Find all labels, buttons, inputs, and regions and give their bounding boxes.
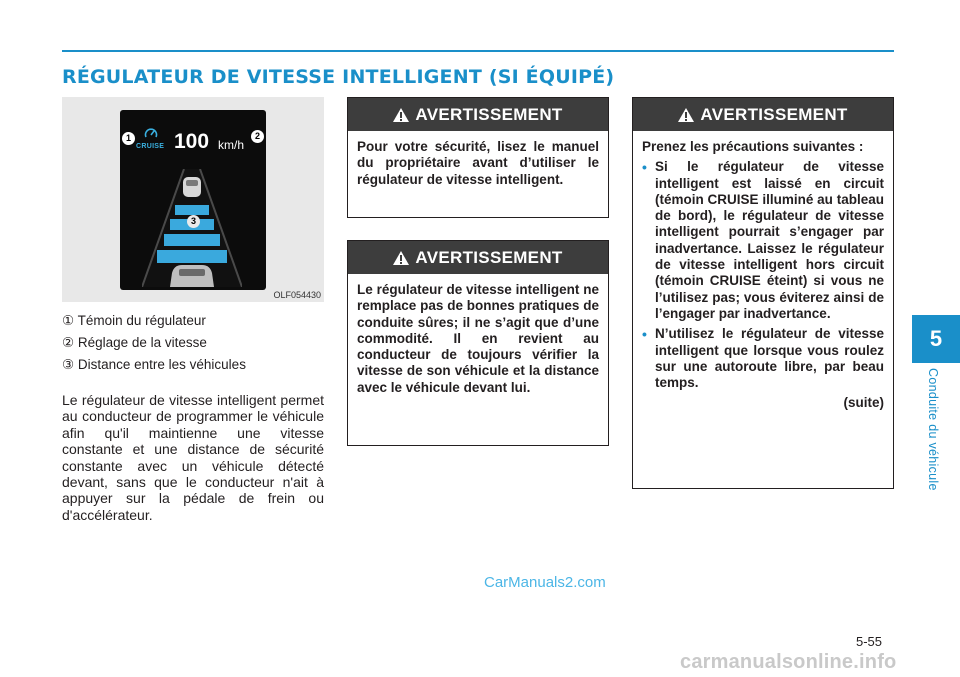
warning-bullet <box>642 159 884 322</box>
distance-bar-1 <box>175 205 209 215</box>
warning-bullet-text: N’utilisez le régulateur de vitesse intelligent que lorsque vous roulez sur une autoroute libre, par beau temps. <box>655 326 884 391</box>
distance-bar-3 <box>164 234 220 246</box>
warning-bullet-text: Si le régulateur de vitesse intelligent est laissé en circuit (témoin CRUISE illuminé au tableau de bord), le régulateur de vitesse intelligent pourrait s’engager par inadvertance. Laissez le régulateur de vitesse intelligent hors circuit (témoin CRUISE éteint) si vous ne l’utilisez pas; vous éviterez ainsi de l’engager par inadvertance. <box>655 159 884 321</box>
legend-item: ② Réglage de la vitesse <box>62 335 207 350</box>
warning-header <box>348 241 608 274</box>
callout-3: 3 <box>187 215 200 228</box>
warning-header <box>633 98 893 131</box>
warning-header-label: AVERTISSEMENT <box>415 247 563 267</box>
intro-paragraph: Le régulateur de vitesse intelligent permet au conducteur de programmer le véhicule afin qu'il maintienne une vitesse constante et une distance de sécurité constante avec un véhicule détecté devant, sans que le conducteur n'ait à appuyer sur la pédale de frein ou d'accélérateur. <box>62 392 324 523</box>
warning-body: Pour votre sécurité, lisez le manuel du propriétaire avant d’utiliser le régulateur de vitesse intelligent. <box>357 139 599 187</box>
warning-header <box>348 98 608 131</box>
set-speed-value: 100 <box>174 130 210 153</box>
figure-legend <box>62 310 324 376</box>
distance-bar-4 <box>157 250 227 263</box>
bullet-dot-icon: • <box>642 159 647 176</box>
warning-triangle-icon <box>393 108 409 122</box>
callout-1: 1 <box>122 132 135 145</box>
lead-car-icon <box>183 177 201 197</box>
figure-code: OLF054430 <box>273 290 321 300</box>
warning-box-2 <box>347 240 609 446</box>
page-number: 5-55 <box>856 634 883 649</box>
continued-label: (suite) <box>843 395 884 411</box>
chapter-label: Conduite du véhicule <box>926 368 940 491</box>
callout-2: 2 <box>251 130 264 143</box>
top-rule <box>62 50 894 52</box>
watermark-carmanuals2[interactable]: CarManuals2.com <box>484 574 606 591</box>
legend-item: ③ Distance entre les véhicules <box>62 357 246 372</box>
legend-item: ① Témoin du régulateur <box>62 313 206 328</box>
cluster-figure <box>62 97 324 302</box>
distance-display <box>142 169 242 287</box>
warning-intro: Prenez les précautions suivantes : <box>642 139 864 154</box>
warning-box-3 <box>632 97 894 489</box>
warning-header-label: AVERTISSEMENT <box>700 104 848 124</box>
own-car-icon <box>170 265 214 287</box>
cruise-label: CRUISE <box>136 143 165 150</box>
warning-body: Le régulateur de vitesse intelligent ne remplace pas de bonnes pratiques de conduite sûres; il ne s’agit que d’une commodité. Il en revient au conducteur de toujours vérifier la vitesse de son véhicule et la distance avec le véhicule devant lui. <box>357 282 599 395</box>
warning-box-1 <box>347 97 609 218</box>
set-speed-unit: km/h <box>218 138 245 152</box>
section-title: RÉGULATEUR DE VITESSE INTELLIGENT (SI ÉQUIPÉ) <box>62 66 615 88</box>
warning-triangle-icon <box>678 108 694 122</box>
watermark-carmanualsonline[interactable]: carmanualsonline.info <box>680 651 897 673</box>
cruise-indicator-icon <box>144 127 158 139</box>
warning-triangle-icon <box>393 251 409 265</box>
warning-header-label: AVERTISSEMENT <box>415 104 563 124</box>
warning-bullet-list <box>633 159 893 391</box>
chapter-tab: 5 <box>912 315 960 363</box>
bullet-dot-icon: • <box>642 326 647 343</box>
warning-bullet <box>642 326 884 391</box>
